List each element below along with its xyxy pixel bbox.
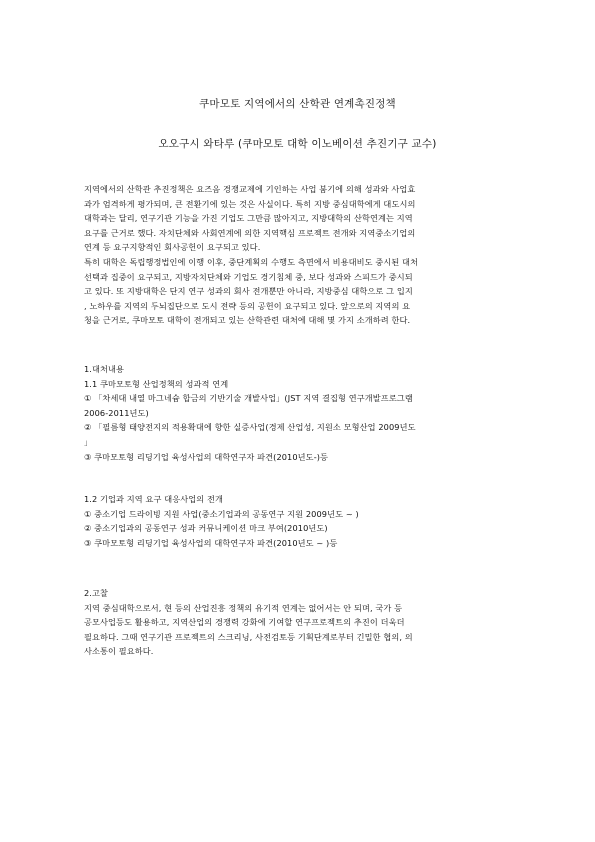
- intro-line: 요구를 근거로 했다. 자치단체와 사회연계에 의한 지역핵심 프로젝트 전개와 지역중소기업의: [84, 227, 416, 238]
- section-heading: 2.고찰: [84, 588, 109, 598]
- list-item: 」: [84, 436, 93, 447]
- intro-line: 대학과는 달리, 연구기관 기능을 가진 기업도 그만큼 많아지고, 지방대학의 산학연계는 지역: [84, 213, 413, 224]
- list-item: ③ 쿠마모토형 리딩기업 육성사업의 대학연구자 파견(2010년도-)등: [84, 451, 329, 462]
- intro-line: 선택과 집중이 요구되고, 지방자치단체와 기업도 경기침체 중, 보다 성과와 스피드가 중시되: [84, 271, 413, 282]
- list-item: ③ 쿠마모토형 리딩기업 육성사업의 대학연구자 파견(2010년도 ~ )등: [84, 537, 338, 548]
- intro-line: 과가 엄격하게 평가되며, 큰 전환기에 있는 것은 사실이다. 특히 지방 중심대학에게 대도시의: [84, 198, 416, 209]
- section-1: [84, 362, 514, 464]
- body-line: 사소통이 필요하다.: [84, 646, 154, 657]
- list-item: 2006-2011년도): [84, 407, 149, 418]
- intro-line: 연계 등 요구지향적인 회사공헌이 요구되고 있다.: [84, 242, 261, 253]
- intro-line: , 노하우를 지역의 두뇌집단으로 도시 전략 등의 공헌이 요구되고 있다. 앞으로의 지역의 요: [84, 300, 411, 311]
- section-subheading: 1.2 기업과 지역 요구 대응사업의 전개: [84, 494, 223, 504]
- list-item: ① 중소기업 드라이빙 지원 사업(중소기업과의 공동연구 지원 2009년도 ~ ): [84, 508, 359, 519]
- intro-line: 청을 근거로, 쿠마모토 대학이 전개되고 있는 산학관련 대처에 대해 몇 가지 소개하려 한다.: [84, 315, 411, 326]
- body-line: 지역 중심대학으로서, 현 등의 산업진흥 정책의 유기적 연계는 없어서는 안 되며, 국가 등: [84, 602, 403, 613]
- document-title: 쿠마모토 지역에서의 산학관 연계촉진정책: [199, 98, 396, 110]
- list-item: ① 「차세대 내열 마그네슘 합금의 기반기술 개발사업」(JST 지역 결집형 연구개발프로그램: [84, 393, 413, 404]
- list-item: ② 「필름형 태양전지의 적용확대에 향한 실증사업(경제 산업성, 지원소 모형산업 2009년도: [84, 422, 416, 433]
- intro-line: 특히 대학은 독립행정법인에 이행 이후, 중단계획의 수행도 측면에서 비용대비도 중시된 대처: [84, 256, 419, 267]
- section-1-2: [84, 492, 514, 550]
- list-item: ② 중소기업과의 공동연구 성과 커뮤니케이션 마크 부여(2010년도): [84, 523, 328, 534]
- section-2: [84, 586, 514, 659]
- body-line: 필요하다. 그때 연구기관 프로젝트의 스크리닝, 사전검토등 기획단계로부터 긴밀한 협의, 의: [84, 631, 413, 642]
- intro-line: 고 있다. 또 지방대학은 단지 연구 성과의 회사 전개뿐만 아니라, 지방중심 대학으로 그 입지: [84, 286, 413, 297]
- intro-paragraph: [84, 182, 514, 328]
- section-subheading: 1.1 쿠마모토형 산업정책의 성과적 연계: [84, 378, 229, 389]
- author-line: 오오구시 와타루 (쿠마모토 대학 이노베이션 추진기구 교수): [158, 138, 437, 150]
- body-line: 공모사업등도 활용하고, 지역산업의 경쟁력 강화에 기여할 연구프로젝트의 추진이 더욱더: [84, 617, 405, 628]
- intro-line: 지역에서의 산학관 추진정책은 요즈음 경쟁교제에 기인하는 사업 붐기에 의해 성과와 사업효: [84, 184, 416, 194]
- section-heading: 1.대처내용: [84, 364, 125, 374]
